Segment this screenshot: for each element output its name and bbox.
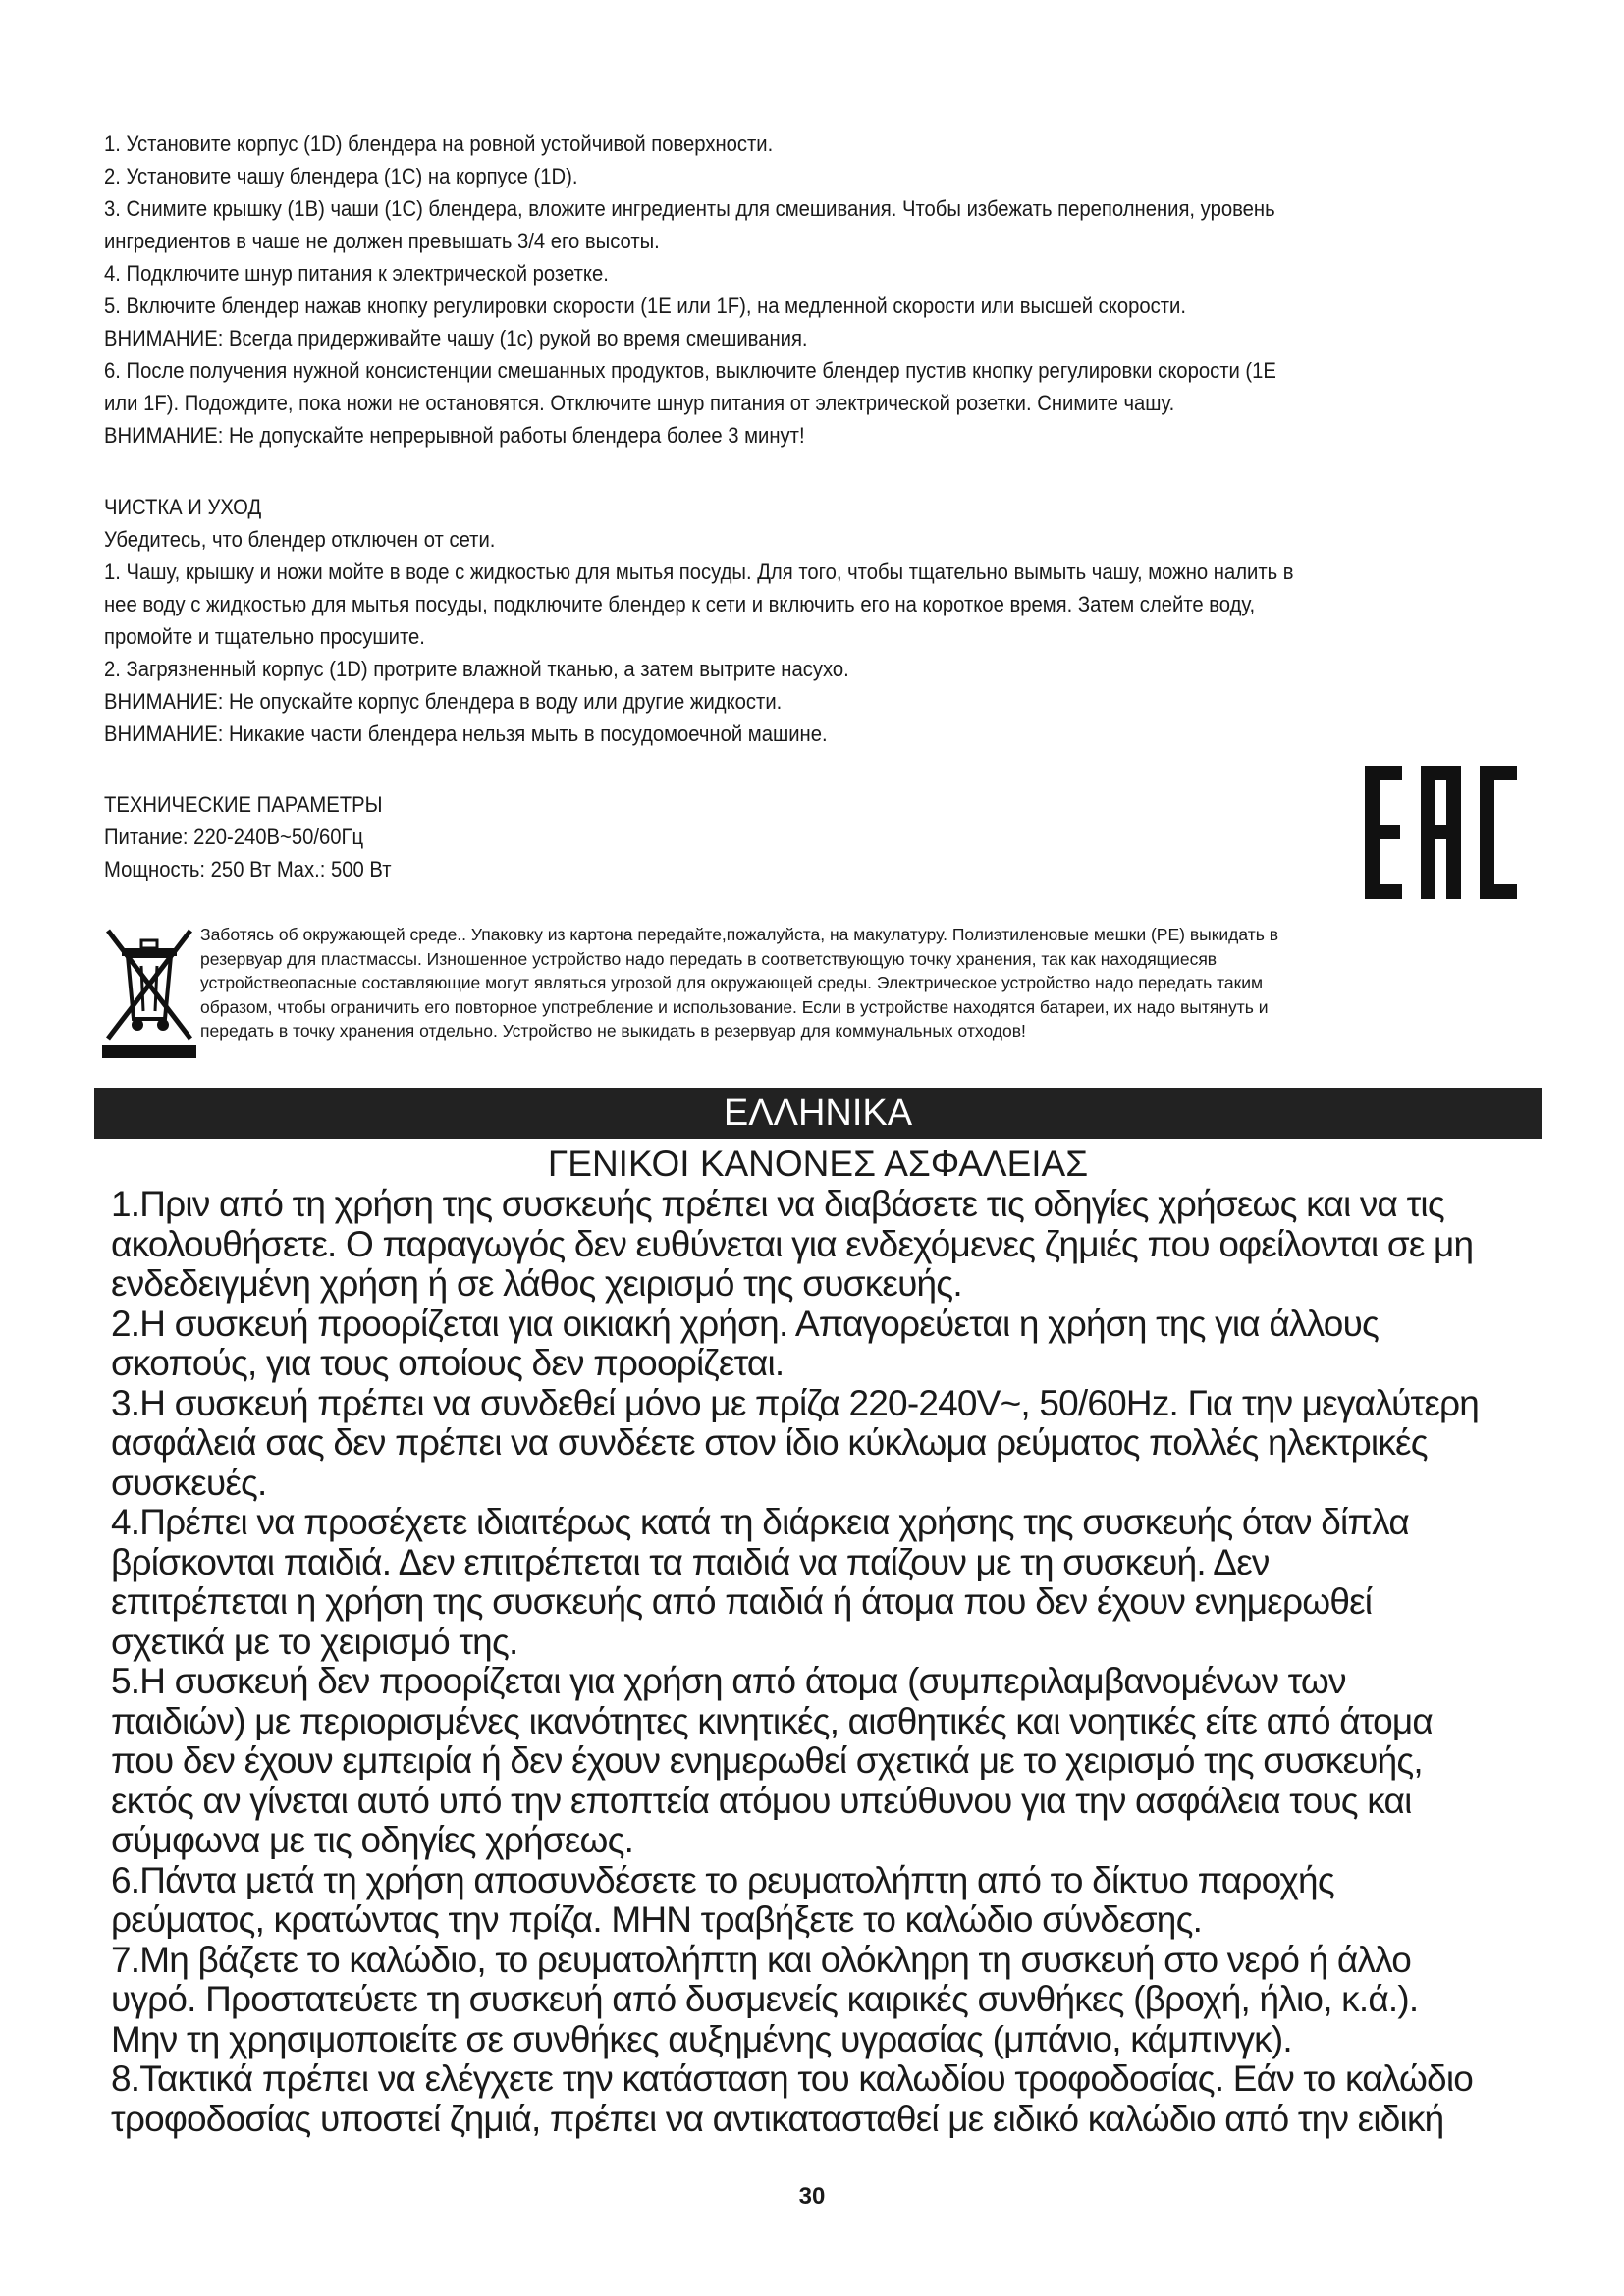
russian-instructions (104, 128, 1394, 885)
cleaning-line: нее воду с жидкостью для мытья посуды, подключите блендер к сети и включить его на короткое время. Затем слейте воду, (104, 592, 1256, 616)
rule-line: σκοπούς, για τους οποίους δεν προορίζεται. (111, 1343, 785, 1383)
rule-line: συσκευές. (111, 1462, 267, 1503)
warning-line: ВНИМАНИЕ: Не опускайте корпус блендера в воду или другие жидкости. (104, 689, 783, 714)
step-line: или 1F). Подождите, пока ножи не остановятся. Отключите шнур питания от электрической розетки. Снимите чашу. (104, 391, 1175, 415)
rule-line: εκτός αν γίνεται αυτό υπό την εποπτεία ατόμου υπεύθυνου για την ασφάλεια τους και (111, 1780, 1412, 1821)
eac-mark-icon (1365, 766, 1517, 899)
cleaning-line: Убедитесь, что блендер отключен от сети. (104, 527, 496, 552)
cleaning-title: ЧИСТКА И УХОД (104, 495, 262, 519)
rule-line: σύμφωνα με τις οδηγίες χρήσεως. (111, 1820, 634, 1860)
step-line: 1. Установите корпус (1D) блендера на ровной устойчивой поверхности. (104, 132, 774, 156)
tech-section (104, 788, 1394, 885)
rule-line: που δεν έχουν εμπειρία ή δεν έχουν ενημερωθεί σχετικά με το χειρισμό της συσκευής, (111, 1740, 1423, 1781)
eco-text (200, 923, 1547, 1043)
rule-line: ενδεδειγμένη χρήση ή σε λάθος χειρισμό της συσκευής. (111, 1263, 962, 1304)
rule-line: επιτρέπεται η χρήση της συσκευής από παιδιά ή άτομα που δεν έχουν ενημερωθεί (111, 1581, 1373, 1622)
rule-line: ρεύματος, κρατώντας την πρίζα. ΜΗΝ τραβήξετε το καλώδιο σύνδεσης. (111, 1899, 1203, 1940)
warning-line: ВНИМАНИЕ: Никакие части блендера нельзя мыть в посудомоечной машине. (104, 721, 828, 746)
rule-line: ακολουθήσετε. Ο παραγωγός δεν ευθύνεται για ενδεχόμενες ζημιές που οφείλονται σε μη (111, 1223, 1474, 1264)
warning-line: ВНИМАНИЕ: Всегда придерживайте чашу (1c) рукой во время смешивания. (104, 326, 808, 350)
warning-line: ВНИМАНИЕ: Не допускайте непрерывной работы блендера более 3 минут! (104, 423, 805, 448)
page-number: 30 (798, 2183, 826, 2210)
crossed-bin-icon (102, 923, 196, 1060)
rule-line: παιδιών) με περιορισμένες ικανότητες κινητικές, αισθητικές και νοητικές είτε από άτομα (111, 1700, 1433, 1741)
step-line: 3. Снимите крышку (1B) чаши (1C) блендера, вложите ингредиенты для смешивания. Чтобы избежать переполнения, уровень (104, 196, 1275, 221)
step-line: 5. Включите блендер нажав кнопку регулировки скорости (1E или 1F), на медленной скорости или высшей скорости. (104, 294, 1186, 318)
rule-line: σχετικά με το χειρισμό της. (111, 1621, 518, 1662)
usage-steps (104, 128, 1394, 452)
rule-line: ασφάλειά σας δεν πρέπει να συνδέετε στον ίδιο κύκλωμα ρεύματος πολλές ηλεκτρικές (111, 1422, 1428, 1463)
eco-line: передать в точку хранения отдельно. Устройство не выкидать в резервуар для коммунальных отходов! (200, 1021, 1026, 1041)
greek-safety-rules (111, 1185, 1544, 2139)
eco-line: Заботясь об окружающей среде.. Упаковку из картона передайте,пожалуйста, на макулатуру. Полиэтиленовые мешки (PE) выкидать в (200, 925, 1278, 944)
power-rating: Мощность: 250 Вт Max.: 500 Вт (104, 857, 392, 881)
rule-line: 5.Η συσκευή δεν προορίζεται για χρήση από άτομα (συμπεριλαμβανομένων των (111, 1661, 1346, 1701)
section-title: ΓΕΝΙΚΟΙ ΚΑΝΟΝΕΣ ΑΣΦΑΛΕΙΑΣ (547, 1144, 1089, 1184)
rule-line: υγρό. Προστατεύετε τη συσκευή από δυσμενείς καιρικές συνθήκες (βροχή, ήλιο, κ.ά.). (111, 1979, 1419, 2019)
step-line: 2. Установите чашу блендера (1C) на корпусе (1D). (104, 164, 578, 188)
rule-line: 7.Μη βάζετε το καλώδιο, το ρευματολήπτη και ολόκληρη τη συσκευή στο νερό ή άλλο (111, 1939, 1412, 1980)
eco-line: образом, чтобы ограничить его повторное употребление и использование. Если в устройстве находятся батареи, их надо вытянуть и (200, 996, 1269, 1017)
rule-line: 4.Πρέπει να προσέχετε ιδιαιτέρως κατά τη διάρκεια χρήσης της συσκευής όταν δίπλα (111, 1502, 1409, 1542)
cleaning-section (104, 491, 1394, 750)
power-supply: Питание: 220-240В~50/60Гц (104, 825, 364, 849)
rule-line: 2.Η συσκευή προορίζεται για οικιακή χρήση. Απαγορεύεται η χρήση της για άλλους (111, 1303, 1380, 1344)
cleaning-line: 2. Загрязненный корпус (1D) протрите влажной тканью, а затем вытрите насухо. (104, 657, 849, 681)
eco-line: резервуар для пластмассы. Изношенное устройство надо передать в соответствующую точку хранения, так как находящиесяв (200, 948, 1218, 969)
rule-line: Μην τη χρησιμοποιείτε σε συνθήκες αυξημένης υγρασίας (μπάνιο, κάμπινγκ). (111, 2018, 1292, 2059)
rule-line: 1.Πριν από τη χρήση της συσκευής πρέπει να διαβάσετε τις οδηγίες χρήσεως και να τις (111, 1184, 1444, 1224)
rule-line: 6.Πάντα μετά τη χρήση αποσυνδέσετε το ρευματολήπτη από το δίκτυο παροχής (111, 1859, 1334, 1900)
language-header: ΕΛΛΗΝΙΚΑ (94, 1088, 1542, 1139)
cleaning-line: промойте и тщательно просушите. (104, 624, 425, 649)
cleaning-line: 1. Чашу, крышку и ножи мойте в воде с жидкостью для мытья посуды. Для того, чтобы тщательно вымыть чашу, можно налить в (104, 560, 1294, 584)
rule-line: τροφοδοσίας υποστεί ζημιά, πρέπει να αντικατασταθεί με ειδικό καλώδιο από την ειδική (111, 2098, 1444, 2139)
step-line: 6. После получения нужной консистенции смешанных продуктов, выключите блендер пустив кнопку регулировки скорости (1E (104, 358, 1276, 383)
rule-line: 3.Η συσκευή πρέπει να συνδεθεί μόνο με πρίζα 220-240V~, 50/60Hz. Για την μεγαλύτερη (111, 1382, 1480, 1423)
rule-line: 8.Τακτικά πρέπει να ελέγχετε την κατάσταση του καλωδίου τροφοδοσίας. Εάν το καλώδιο (111, 2058, 1474, 2099)
rule-line: βρίσκονται παιδιά. Δεν επιτρέπεται τα παιδιά να παίζουν με τη συσκευή. Δεν (111, 1541, 1270, 1582)
step-line: ингредиентов в чаше не должен превышать 3/4 его высоты. (104, 229, 660, 253)
tech-title: ТЕХНИЧЕСКИЕ ПАРАМЕТРЫ (104, 792, 383, 817)
step-line: 4. Подключите шнур питания к электрической розетке. (104, 261, 609, 286)
eco-line: устройствеопасные составляющие могут являться угрозой для окружающей среды. Электрическое устройство надо передать таким (200, 973, 1264, 992)
